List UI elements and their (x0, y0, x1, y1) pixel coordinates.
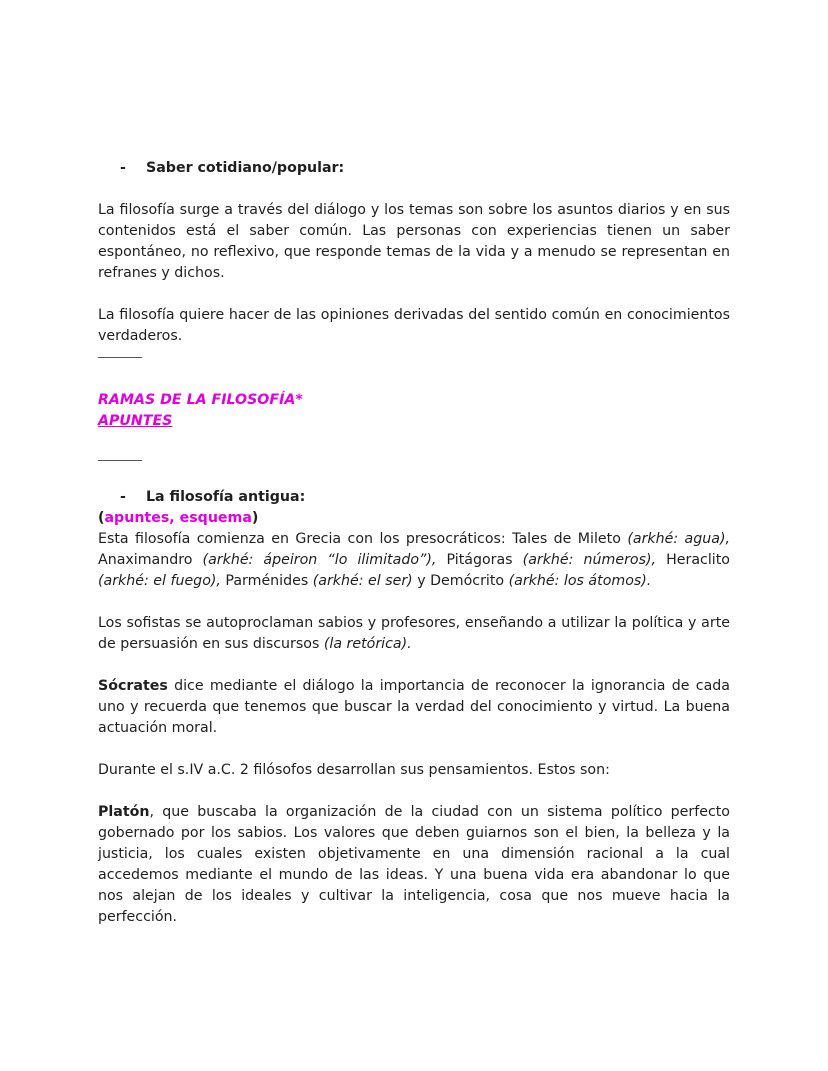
note-line: (apuntes, esquema) (98, 510, 259, 526)
heading-saber-cotidiano (120, 158, 730, 179)
apuntes-esquema-link[interactable]: apuntes, esquema (104, 510, 252, 526)
apuntes-link[interactable]: APUNTES (98, 413, 173, 429)
divider-line (98, 460, 142, 461)
paragraph-conocimientos: La filosofía quiere hacer de las opiniones derivadas del sentido común en conocimientos verdaderos. (98, 307, 730, 344)
heading-text: Saber cotidiano/popular: (146, 160, 345, 176)
bullet-dash: - (120, 489, 126, 505)
paragraph-saber-comun: La filosofía surge a través del diálogo y los temas son sobre los asuntos diarios y en sus contenidos está el saber común. Las personas con experiencias tienen un saber espontáneo, no reflexivo, que responde temas de la vida y a menudo se representan en refranes y dichos. (98, 202, 730, 281)
paragraph-socrates: Sócrates dice mediante el diálogo la importancia de reconocer la ignorancia de cada uno y recuerda que tenemos que buscar la verdad del conocimiento y virtud. La buena actuación moral. (98, 678, 730, 736)
document-content (98, 158, 730, 928)
paragraph-sofistas: Los sofistas se autoproclaman sabios y profesores, enseñando a utilizar la política y arte de persuasión en sus discursos (la retórica). (98, 615, 730, 652)
heading-text: La filosofía antigua: (146, 489, 306, 505)
paragraph-presocraticos: Esta filosofía comienza en Grecia con los presocráticos: Tales de Mileto (arkhé: agua), Anaximandro (arkhé: ápeiron “lo ilimitado”), Pitágoras (arkhé: números), Heraclito (arkhé: el fuego), Parménides (arkhé: el ser) y Demócrito (arkhé: los átomos). (98, 531, 730, 589)
bullet-dash: - (120, 160, 126, 176)
paragraph-platon: Platón, que buscaba la organización de la ciudad con un sistema político perfecto gobernado por los sabios. Los valores que deben guiarnos son el bien, la belleza y la justicia, los cuales existen objetivamente en una dimensión racional a la cual accedemos mediante el mundo de las ideas. Y una buena vida era abandonar lo que nos alejan de los ideales y cultivar la inteligencia, cosa que nos mueve hacia la perfección. (98, 804, 730, 925)
divider-line (98, 357, 142, 358)
heading-filosofia-antigua (120, 487, 730, 508)
ramas-title: RAMAS DE LA FILOSOFÍA* (98, 392, 303, 408)
paragraph-siglo-iv: Durante el s.IV a.C. 2 filósofos desarrollan sus pensamientos. Estos son: (98, 762, 610, 778)
